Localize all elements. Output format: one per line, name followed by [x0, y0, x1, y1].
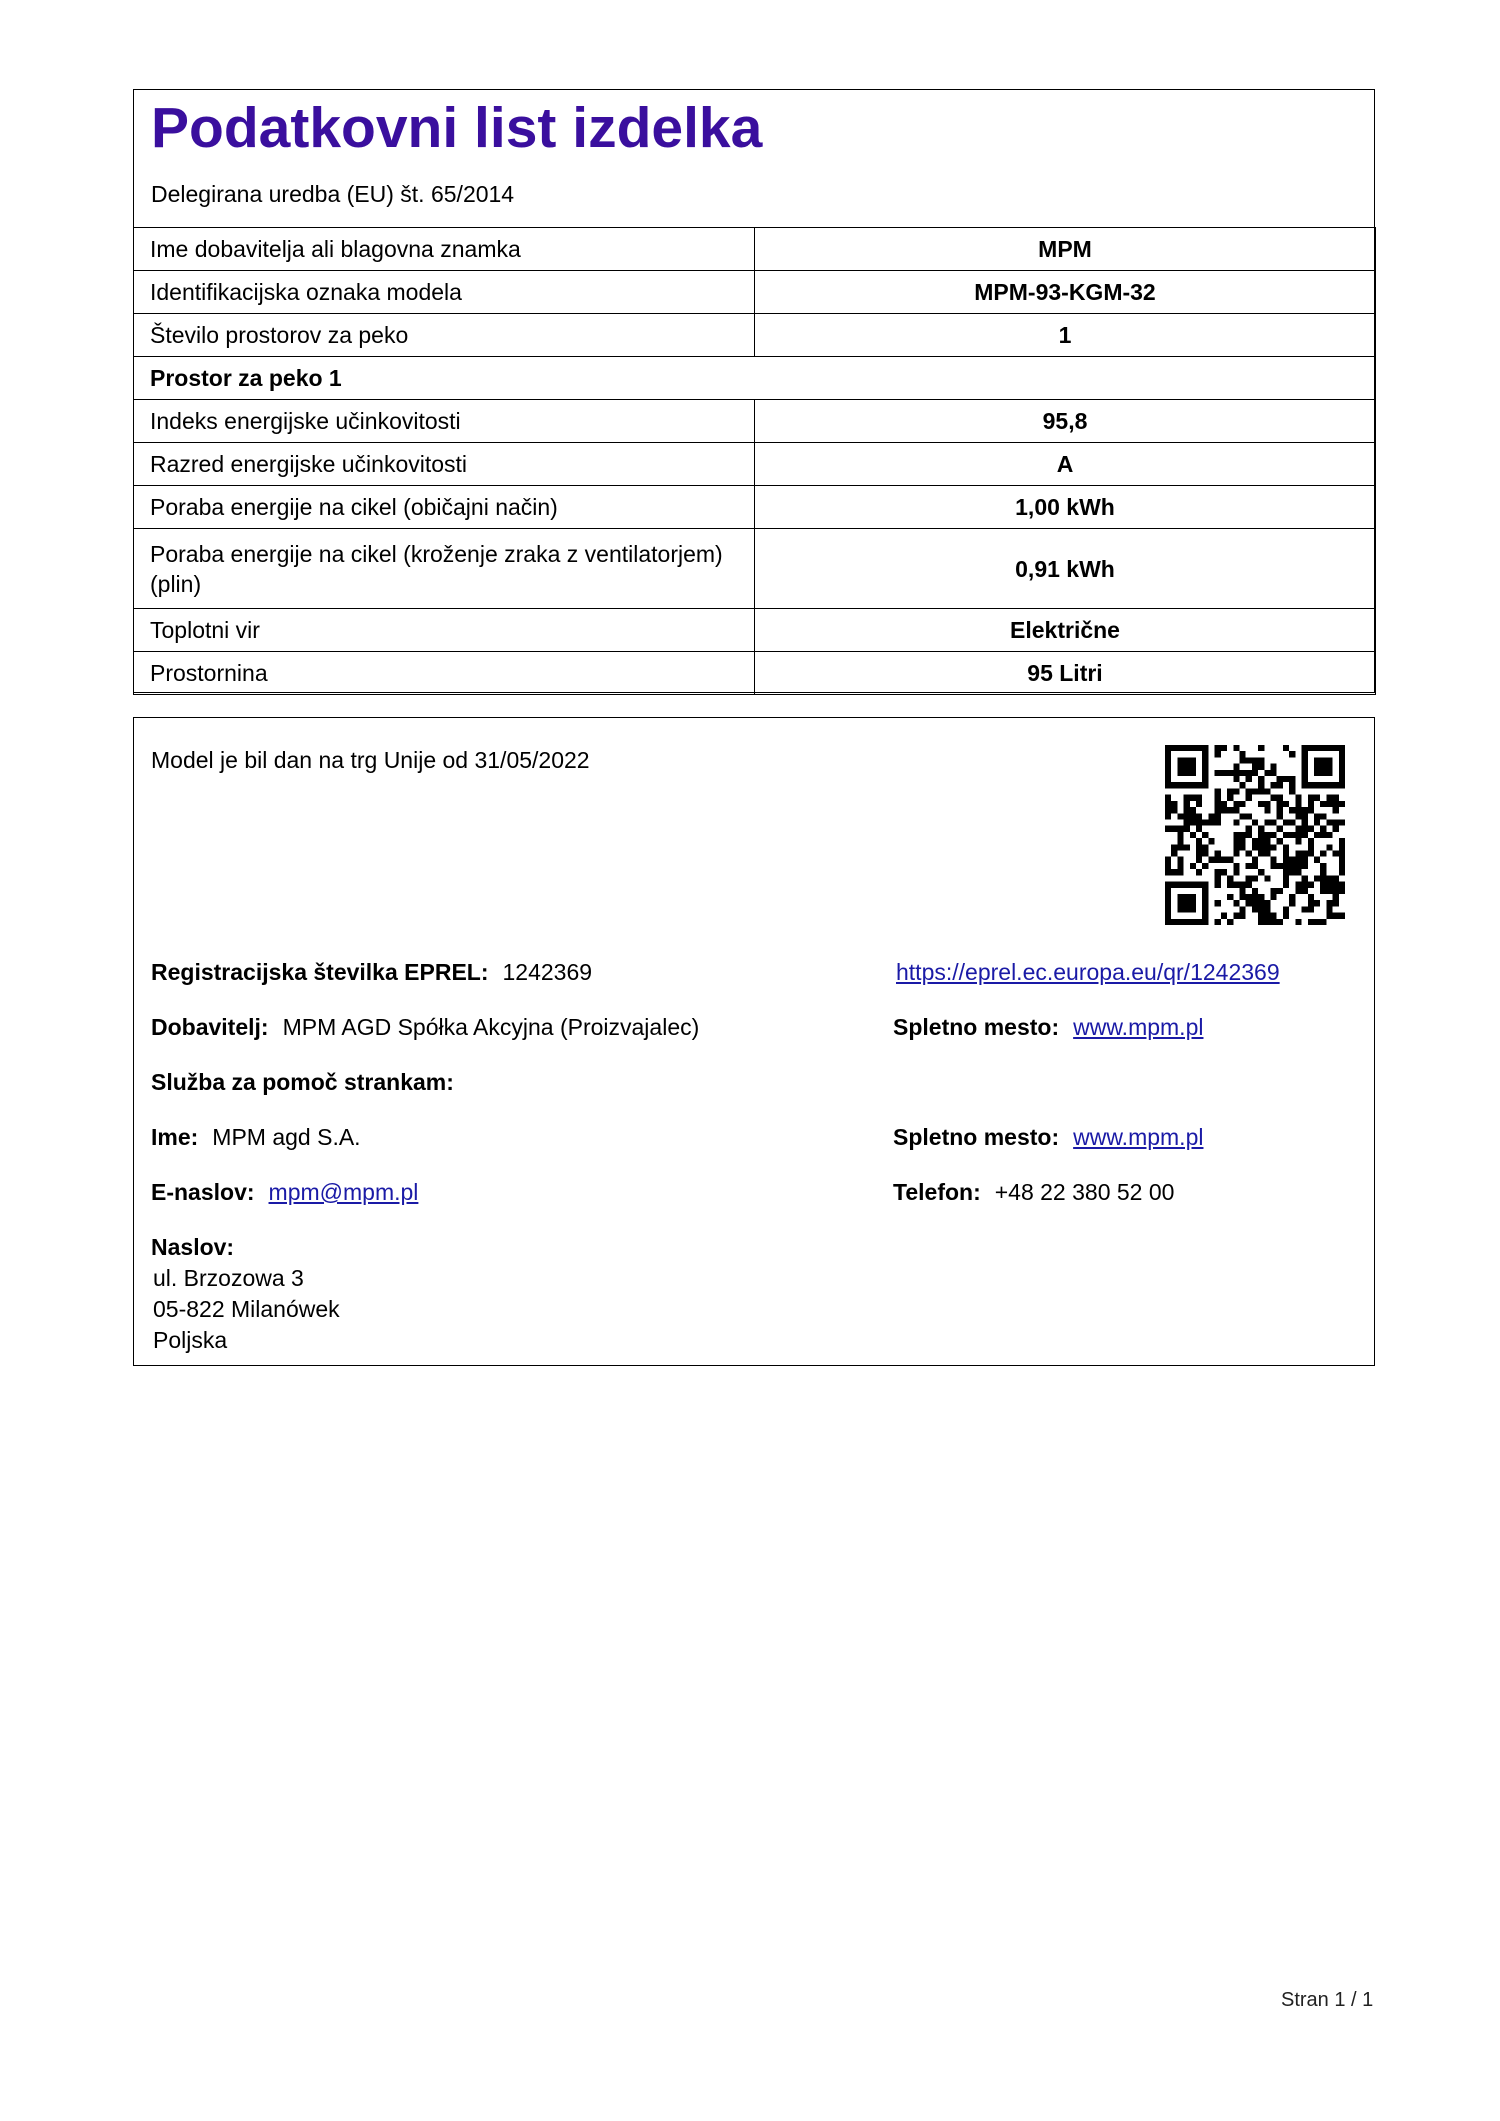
- phone-label: Telefon:: [893, 1179, 981, 1205]
- row-value: 95,8: [755, 400, 1376, 443]
- address-line: 05-822 Milanówek: [153, 1296, 340, 1322]
- row-value: 95 Litri: [755, 652, 1376, 695]
- eprel-label: Registracijska številka EPREL:: [151, 959, 489, 985]
- table-row: [134, 652, 1376, 695]
- name-value: MPM agd S.A.: [212, 1124, 361, 1150]
- table-row: [134, 271, 1376, 314]
- phone-value: +48 22 380 52 00: [994, 1179, 1175, 1205]
- table-section-row: [134, 357, 1376, 400]
- website-link[interactable]: www.mpm.pl: [1073, 1014, 1204, 1040]
- email-label: E-naslov:: [151, 1179, 255, 1205]
- table-row: [134, 314, 1376, 357]
- supplier-line: [151, 1012, 699, 1042]
- website2-label: Spletno mesto:: [893, 1124, 1060, 1150]
- supplier-value: MPM AGD Spółka Akcyjna (Proizvajalec): [282, 1014, 700, 1040]
- email-line: [151, 1177, 418, 1207]
- row-label: Identifikacijska oznaka modela: [134, 271, 755, 314]
- table-row: [134, 400, 1376, 443]
- page-number: Stran 1 / 1: [1281, 1989, 1374, 2011]
- qr-code-icon[interactable]: [1165, 745, 1345, 925]
- row-label: Toplotni vir: [134, 609, 755, 652]
- website2-line: [893, 1122, 1203, 1152]
- table-row: [134, 609, 1376, 652]
- row-value: A: [755, 443, 1376, 486]
- row-label: Ime dobavitelja ali blagovna znamka: [134, 228, 755, 271]
- row-label: Poraba energije na cikel (običajni način): [134, 486, 755, 529]
- table-row: [134, 486, 1376, 529]
- eprel-number: 1242369: [502, 959, 593, 985]
- customer-service-heading: Služba za pomoč strankam:: [151, 1069, 454, 1095]
- phone-line: [893, 1177, 1174, 1207]
- row-value: 0,91 kWh: [755, 529, 1376, 609]
- row-value: MPM: [755, 228, 1376, 271]
- row-label: Prostornina: [134, 652, 755, 695]
- table-row: [134, 443, 1376, 486]
- section-heading: Prostor za peko 1: [134, 357, 1376, 400]
- regulation-subtitle: Delegirana uredba (EU) št. 65/2014: [151, 181, 515, 207]
- website-label: Spletno mesto:: [893, 1014, 1060, 1040]
- row-value: MPM-93-KGM-32: [755, 271, 1376, 314]
- page-title: Podatkovni list izdelka: [151, 96, 763, 160]
- table-row: [134, 529, 1376, 609]
- table-row: [134, 228, 1376, 271]
- address-line: ul. Brzozowa 3: [153, 1265, 304, 1291]
- website-line: [893, 1012, 1203, 1042]
- row-value: Električne: [755, 609, 1376, 652]
- name-line: [151, 1122, 361, 1152]
- eprel-line: [151, 957, 592, 987]
- row-label: Število prostorov za peko: [134, 314, 755, 357]
- spec-table: [133, 227, 1376, 695]
- row-label: Indeks energijske učinkovitosti: [134, 400, 755, 443]
- website2-link[interactable]: www.mpm.pl: [1073, 1124, 1204, 1150]
- supplier-label: Dobavitelj:: [151, 1014, 269, 1040]
- address-label: Naslov:: [151, 1234, 235, 1260]
- eprel-link[interactable]: https://eprel.ec.europa.eu/qr/1242369: [896, 959, 1280, 985]
- row-label: Razred energijske učinkovitosti: [134, 443, 755, 486]
- row-label: Poraba energije na cikel (kroženje zraka z ventilatorjem) (plin): [134, 529, 755, 609]
- email-link[interactable]: mpm@mpm.pl: [268, 1179, 419, 1205]
- row-value: 1: [755, 314, 1376, 357]
- name-label: Ime:: [151, 1124, 199, 1150]
- address-line: Poljska: [153, 1327, 228, 1353]
- row-value: 1,00 kWh: [755, 486, 1376, 529]
- market-date-text: Model je bil dan na trg Unije od 31/05/2022: [151, 747, 590, 773]
